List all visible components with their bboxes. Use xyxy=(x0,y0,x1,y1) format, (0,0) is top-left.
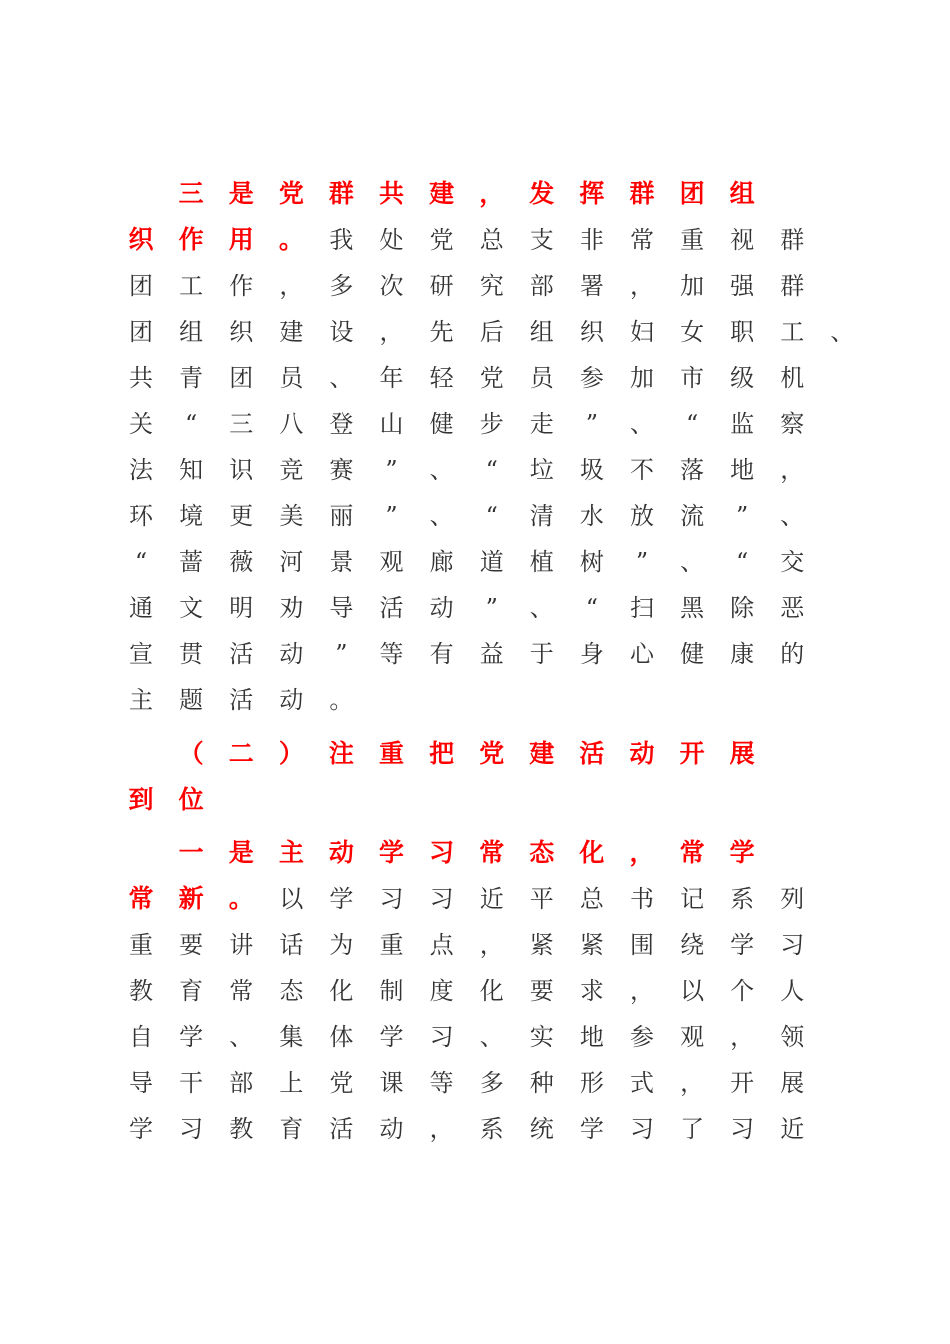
text-line: 自 学 、 集 体 学 习 、 实 地 参 观 ， 领 xyxy=(129,1023,805,1051)
text-line: 一 是 主 动 学 习 常 态 化 ， 常 学 xyxy=(178,838,755,867)
text-line: 织 作 用 。 我 处 党 总 支 非 常 重 视 群 xyxy=(128,225,805,254)
text-line: 主 题 活 动 。 xyxy=(129,686,354,714)
text-line: 环 境 更 美 丽 ” 、 “ 清 水 放 流 ” 、 xyxy=(129,502,805,530)
text-line: 常 新 。 以 学 习 习 近 平 总 书 记 系 列 xyxy=(128,884,805,913)
text-line: 教 育 常 态 化 制 度 化 要 求 ， 以 个 人 xyxy=(129,977,805,1005)
text-line: 学 习 教 育 活 动 ， 系 统 学 习 了 习 近 xyxy=(129,1115,805,1143)
text-line: 团 工 作 ， 多 次 研 究 部 署 ， 加 强 群 xyxy=(129,272,805,300)
text-line: 共 青 团 员 、 年 轻 党 员 参 加 市 级 机 xyxy=(129,364,805,392)
text-line: 宣 贯 活 动 ” 等 有 益 于 身 心 健 康 的 xyxy=(129,640,805,668)
text-line: 重 要 讲 话 为 重 点 ， 紧 紧 围 绕 学 习 xyxy=(129,931,805,959)
text-line: （ 二 ） 注 重 把 党 建 活 动 开 展 xyxy=(178,739,755,768)
text-line: “ 蔷 薇 河 景 观 廊 道 植 树 ” 、 “ 交 xyxy=(134,548,805,576)
text-line: 三 是 党 群 共 建 ， 发 挥 群 团 组 xyxy=(178,179,755,208)
text-line: 通 文 明 劝 导 活 动 ” 、 “ 扫 黑 除 恶 xyxy=(129,594,805,622)
text-line: 法 知 识 竞 赛 ” 、 “ 垃 圾 不 落 地 ， xyxy=(129,456,805,484)
text-line: 导 干 部 上 党 课 等 多 种 形 式 ， 开 展 xyxy=(129,1069,805,1097)
text-line: 到 位 xyxy=(128,785,204,814)
text-line: 关 “ 三 八 登 山 健 步 走 ” 、 “ 监 察 xyxy=(129,410,805,438)
text-line: 团 组 织 建 设 ， 先 后 组 织 妇 女 职 工 、 xyxy=(129,318,855,346)
